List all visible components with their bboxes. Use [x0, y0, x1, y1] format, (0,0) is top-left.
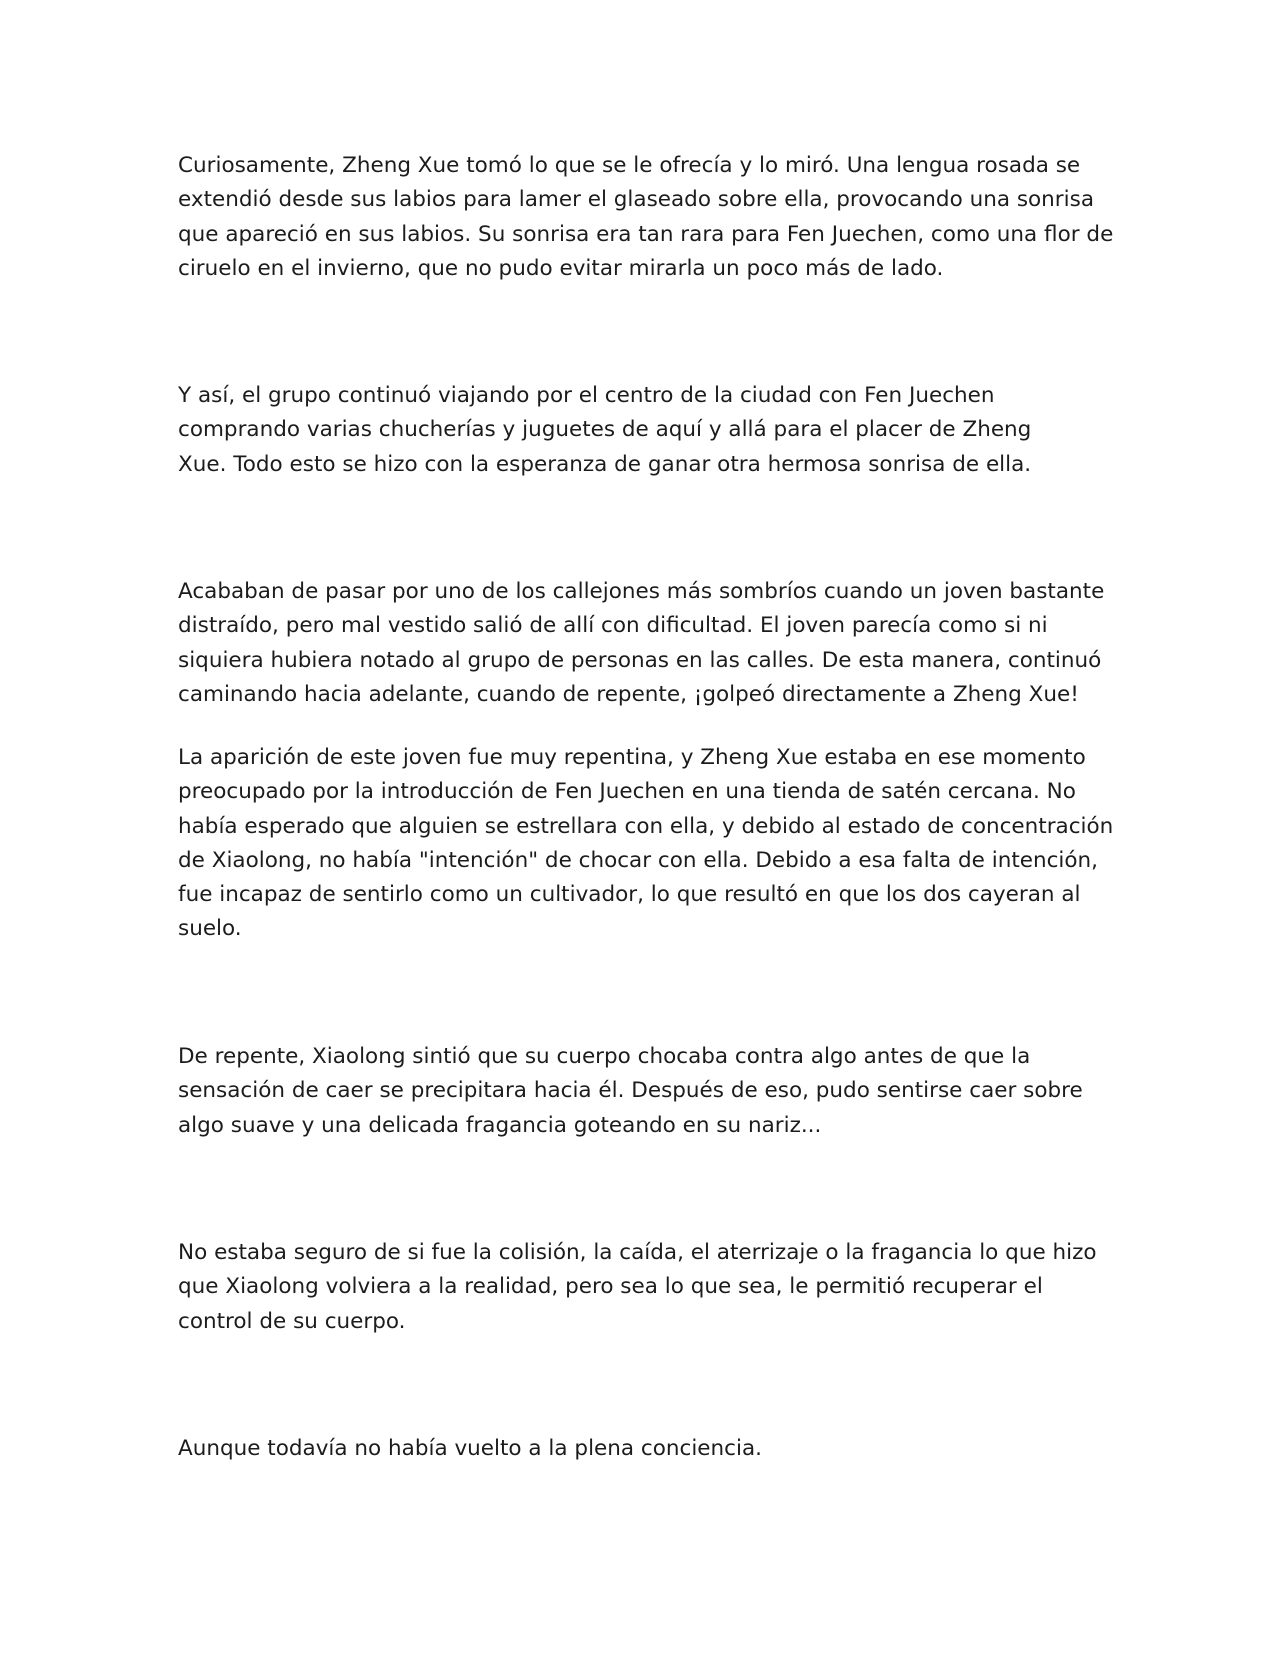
text-line: extendió desde sus labios para lamer el glaseado sobre ella, provocando una sonrisa [178, 187, 1094, 213]
paragraph-6 [178, 1236, 1108, 1339]
text-line: fue incapaz de sentirlo como un cultivador, lo que resultó en que los dos cayeran al [178, 882, 1081, 908]
text-line: que Xiaolong volviera a la realidad, pero sea lo que sea, le permitió recuperar el [178, 1274, 1043, 1300]
text-line: sensación de caer se precipitara hacia él. Después de eso, pudo sentirse caer sobre [178, 1078, 1083, 1104]
text-line: siquiera hubiera notado al grupo de personas en las calles. De esta manera, continuó [178, 647, 1102, 673]
text-line: algo suave y una delicada fragancia goteando en su nariz... [178, 1112, 822, 1138]
text-line: comprando varias chucherías y juguetes de aquí y allá para el placer de Zheng [178, 417, 1032, 443]
text-line: suelo. [178, 916, 242, 942]
text-line: ciruelo en el invierno, que no pudo evitar mirarla un poco más de lado. [178, 255, 944, 281]
paragraph-3 [178, 575, 1108, 712]
text-line: distraído, pero mal vestido salió de allí con dificultad. El joven parecía como si ni [178, 613, 1048, 639]
text-line: caminando hacia adelante, cuando de repente, ¡golpeó directamente a Zheng Xue! [178, 681, 1079, 707]
paragraph-5 [178, 1040, 1108, 1143]
text-line: Aunque todavía no había vuelto a la plena conciencia. [178, 1436, 762, 1461]
text-line: de Xiaolong, no había "intención" de chocar con ella. Debido a esa falta de intención, [178, 847, 1099, 873]
text-line: Acababan de pasar por uno de los callejones más sombríos cuando un joven bastante [178, 579, 1105, 604]
text-line: control de su cuerpo. [178, 1308, 406, 1334]
paragraph-2 [178, 379, 1108, 482]
text-line: Y así, el grupo continuó viajando por el centro de la ciudad con Fen Juechen [178, 383, 995, 408]
text-line: La aparición de este joven fue muy repentina, y Zheng Xue estaba en ese momento [178, 745, 1086, 770]
text-line: De repente, Xiaolong sintió que su cuerpo chocaba contra algo antes de que la [178, 1044, 1031, 1069]
paragraph-4 [178, 741, 1114, 947]
text-line: Curiosamente, Zheng Xue tomó lo que se le ofrecía y lo miró. Una lengua rosada se [178, 153, 1081, 178]
text-line: Xue. Todo esto se hizo con la esperanza de ganar otra hermosa sonrisa de ella. [178, 451, 1032, 477]
text-line: No estaba seguro de si fue la colisión, la caída, el aterrizaje o la fragancia lo que hizo [178, 1240, 1097, 1265]
text-line: que apareció en sus labios. Su sonrisa era tan rara para Fen Juechen, como una flor de [178, 221, 1114, 247]
paragraph-7 [178, 1432, 1108, 1466]
text-line: preocupado por la introducción de Fen Juechen en una tienda de satén cercana. No [178, 779, 1076, 805]
text-line: había esperado que alguien se estrellara con ella, y debido al estado de concentración [178, 813, 1114, 839]
paragraph-1 [178, 149, 1114, 286]
